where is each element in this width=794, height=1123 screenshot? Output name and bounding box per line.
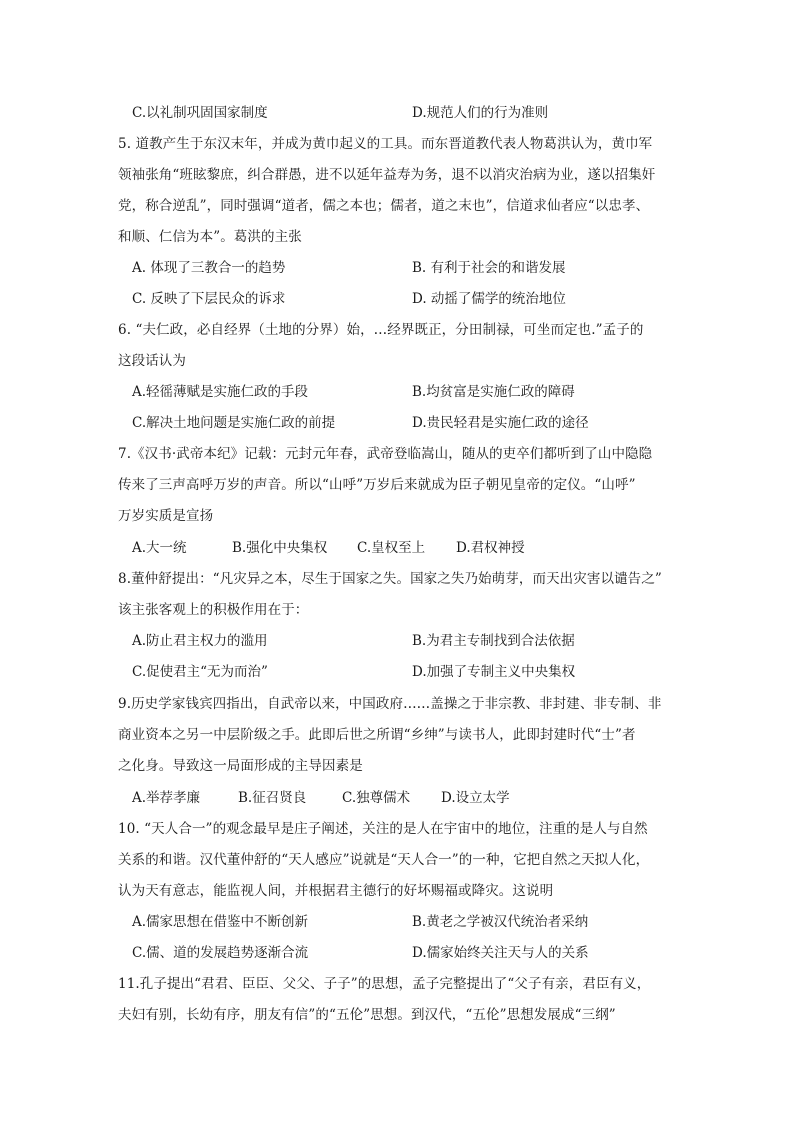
q11-stem-line-1: 11.孔子提出“君君、臣臣、父父、子子”的思想，孟子完整提出了“父子有亲，君臣有义， — [118, 976, 651, 992]
q7-stem-line-2: 传来了三声高呼万岁的声音。所以“山呼”万岁后来就成为臣子朝见皇帝的定仪。“山呼” — [118, 477, 636, 493]
q5-option-d: D. 动摇了儒学的统治地位 — [412, 291, 566, 307]
q10-stem-line-1: 10. “天人合一”的观念最早是庄子阐述，关注的是人在宇宙中的地位，注重的是人与自然 — [118, 821, 648, 837]
q8-stem-line-1: 8.董仲舒提出：“凡灾异之本，尽生于国家之失。国家之失乃始萌芽，而天出灾害以谴告之” — [118, 571, 662, 587]
q7-option-a: A.大一统 — [132, 540, 187, 556]
q7-option-c: C.皇权至上 — [357, 540, 426, 556]
q9-option-a: A.举荐孝廉 — [132, 790, 201, 806]
q9-stem-line-2: 商业资本之另一中层阶级之手。此即后世之所谓“乡绅”与读书人，此即封建时代“士”者 — [118, 727, 636, 743]
q5-option-a: A. 体现了三教合一的趋势 — [132, 260, 286, 276]
q10-option-b: B.黄老之学被汉代统治者采纳 — [412, 914, 589, 930]
q11-stem-line-2: 夫妇有别，长幼有序，朋友有信”的“五伦”思想。到汉代，“五伦”思想发展成“三纲” — [118, 1007, 616, 1023]
q8-option-c: C.促使君主“无为而治” — [132, 664, 268, 680]
q5-stem-line-3: 党，称合逆乱”，同时强调“道者，儒之本也；儒者，道之末也”，信道求仙者应“以忠孝、 — [118, 198, 650, 214]
q8-stem-line-2: 该主张客观上的积极作用在于： — [118, 602, 309, 618]
q9-stem-line-3: 之化身。导致这一局面形成的主导因素是 — [118, 758, 363, 774]
q10-option-d: D.儒家始终关注天与人的关系 — [412, 945, 589, 961]
q5-option-c: C. 反映了下层民众的诉求 — [132, 291, 286, 307]
q5-stem-line-2: 领袖张角“班眩黎庶，纠合群愚，进不以延年益寿为务，退不以消灾治病为业，遂以招集奸 — [118, 167, 656, 183]
q5-stem-line-4: 和顺、仁信为本”。葛洪的主张 — [118, 229, 302, 245]
q8-option-b: B.为君主专制找到合法依据 — [412, 633, 575, 649]
q8-option-a: A.防止君主权力的滥用 — [132, 633, 268, 649]
q8-option-d: D.加强了专制主义中央集权 — [412, 664, 576, 680]
q6-stem-line-2: 这段话认为 — [118, 353, 186, 369]
q6-option-c: C.解决土地问题是实施仁政的前提 — [132, 415, 336, 431]
q5-stem-line-1: 5. 道教产生于东汉末年，并成为黄巾起义的工具。而东晋道教代表人物葛洪认为，黄巾军 — [118, 136, 653, 152]
q7-option-b: B.强化中央集权 — [232, 540, 328, 556]
q6-option-b: B.均贫富是实施仁政的障碍 — [412, 384, 575, 400]
q9-option-d: D.设立太学 — [441, 790, 510, 806]
q10-stem-line-2: 关系的和谐。汉代董仲舒的“天人感应”说就是“天人合一”的一种，它把自然之天拟人化， — [118, 852, 650, 868]
q6-option-d: D.贵民轻君是实施仁政的途径 — [412, 415, 589, 431]
q4-option-d: D.规范人们的行为准则 — [412, 105, 549, 121]
q10-stem-line-3: 认为天有意志，能监视人间，并根据君主德行的好坏赐福或降灾。这说明 — [118, 883, 554, 899]
q7-stem-line-3: 万岁实质是宣扬 — [118, 508, 214, 524]
q6-stem-line-1: 6. “夫仁政，必自经界（土地的分界）始，…经界既正，分田制禄，可坐而定也.”孟子的 — [118, 322, 644, 338]
q9-option-c: C.独尊儒术 — [342, 790, 411, 806]
q7-stem-line-1: 7.《汉书·武帝本纪》记载：元封元年春，武帝登临嵩山，随从的吏卒们都听到了山中隐隐 — [118, 446, 653, 462]
q10-option-c: C.儒、道的发展趋势逐渐合流 — [132, 945, 309, 961]
q9-stem-line-1: 9.历史学家钱宾四指出，自武帝以来，中国政府……盖操之于非宗教、非封建、非专制、非 — [118, 696, 662, 712]
q5-option-b: B. 有利于社会的和谐发展 — [412, 260, 566, 276]
q9-option-b: B.征召贤良 — [238, 790, 307, 806]
q10-option-a: A.儒家思想在借鉴中不断创新 — [132, 914, 309, 930]
q4-option-c: C.以礼制巩固国家制度 — [132, 105, 268, 121]
q7-option-d: D.君权神授 — [456, 540, 525, 556]
q6-option-a: A.轻徭薄赋是实施仁政的手段 — [132, 384, 309, 400]
